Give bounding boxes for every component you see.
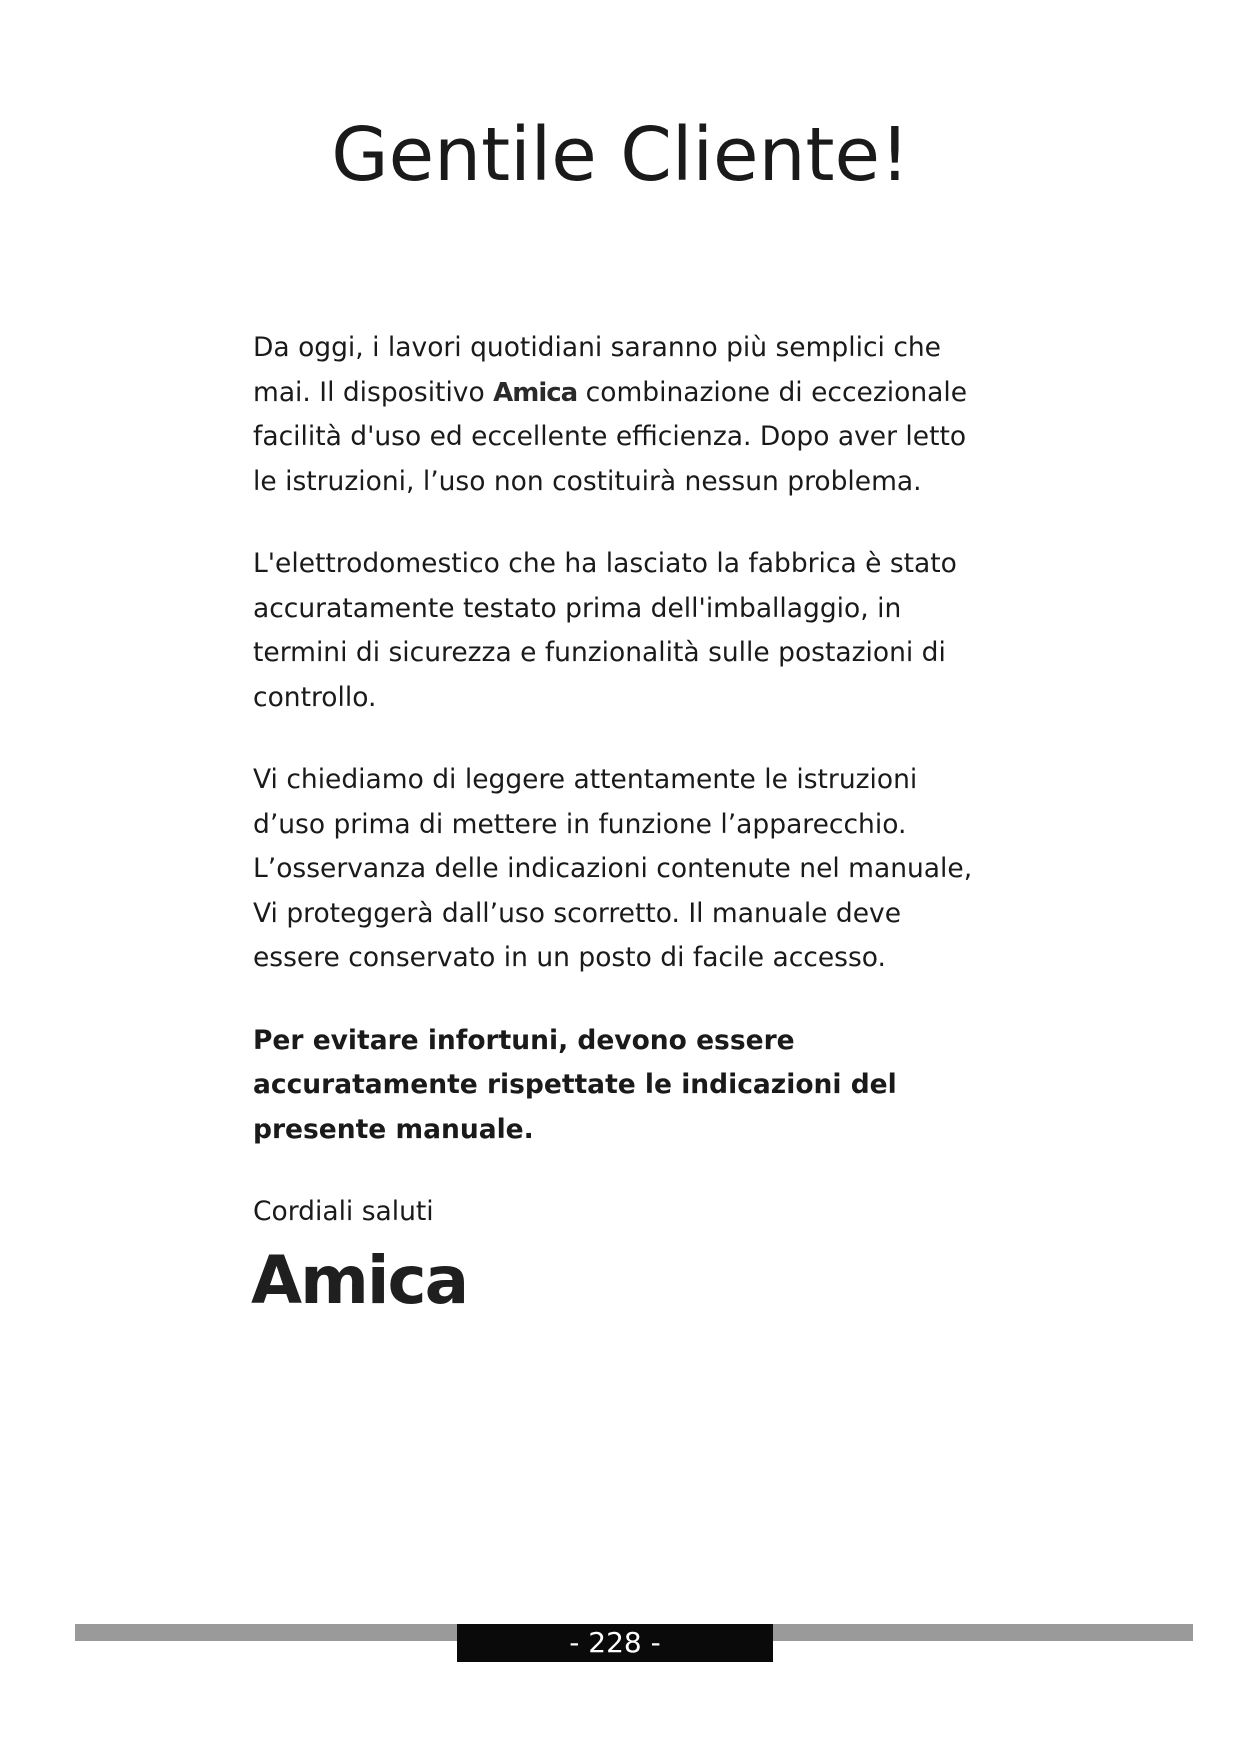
instructions-paragraph: Vi chiediamo di leggere attentamente le istruzioni d’uso prima di mettere in funzione l’apparecchio. L’osservanza delle indicazioni contenute nel manuale, Vi proteggerà dall’uso scorretto. Il manuale deve essere conservato in un posto di facile accesso. [253,764,973,973]
page-title: Gentile Cliente! [331,112,910,198]
safety-warning: Per evitare infortuni, devono essere accuratamente rispettate le indicazioni del presente manuale. [253,1024,897,1145]
intro-text-end: combinazione di eccezionale facilità d'uso ed eccellente efficienza. Dopo aver letto le istruzioni, l’uso non costituirà nessun problema. [253,376,968,497]
intro-text-start: Da oggi, i lavori quotidiani saranno più semplici che mai. Il dispositivo [253,332,941,408]
letter-body [253,326,993,1273]
amica-signature-logo: Amica [251,1242,468,1319]
page-number: - 228 - [457,1624,773,1662]
closing-greeting: Cordiali saluti [253,1196,434,1227]
inline-amica-logo: Amica [493,377,578,408]
testing-paragraph: L'elettrodomestico che ha lasciato la fabbrica è stato accuratamente testato prima dell'imballaggio, in termini di sicurezza e funzionalità sulle postazioni di controllo. [253,548,957,713]
intro-paragraph [253,326,993,504]
